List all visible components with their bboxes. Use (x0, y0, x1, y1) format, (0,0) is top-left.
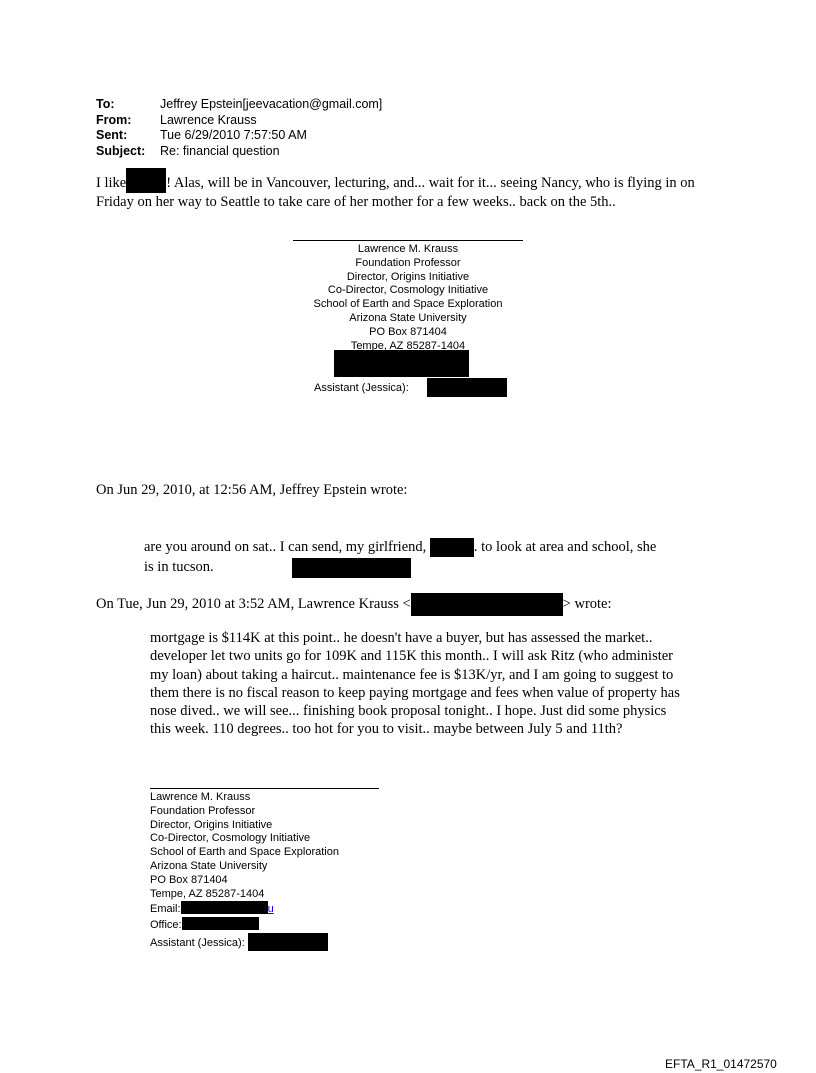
reply-paragraph (96, 174, 736, 212)
sent-value: Tue 6/29/2010 7:57:50 AM (160, 128, 307, 142)
subject-row (96, 144, 382, 160)
quote1-part1: are you around on sat.. I can send, my girlfriend, (144, 539, 427, 555)
sig1-title2: Director, Origins Initiative (346, 270, 470, 283)
sig1-name: Lawrence M. Krauss (357, 243, 459, 255)
sig2-office-label: Office: (150, 919, 182, 932)
signature-block-2 (150, 788, 379, 949)
to-row (96, 97, 382, 113)
redaction-box (126, 168, 166, 193)
sig2-office-line (150, 917, 470, 933)
quote2-wrote-suffix: > wrote: (562, 595, 612, 612)
sig2-email-label: Email: (150, 903, 181, 916)
email-header (96, 97, 382, 159)
sig2-title2: Director, Origins Initiative (150, 818, 273, 831)
sig2-email-line (150, 901, 470, 917)
sig2-university: Arizona State University (150, 859, 268, 872)
sig2-email-tail: u (267, 903, 274, 916)
sig1-pobox: PO Box 871404 (369, 325, 447, 338)
sig1-school: School of Earth and Space Exploration (313, 298, 503, 311)
sig2-school: School of Earth and Space Exploration (150, 846, 339, 859)
redaction-box (334, 350, 469, 377)
sig1-title3: Co-Director, Cosmology Initiative (327, 284, 489, 297)
sig2-pobox: PO Box 871404 (150, 873, 228, 886)
sig2-assistant-line (150, 933, 470, 951)
from-row (96, 113, 382, 129)
to-label: To: (96, 97, 115, 111)
from-value: Lawrence Krauss (160, 112, 257, 127)
sig2-title1: Foundation Professor (150, 804, 256, 817)
subject-value: Re: financial question (160, 143, 280, 158)
redaction-box (248, 933, 328, 951)
sig2-name: Lawrence M. Krauss (150, 791, 251, 803)
redaction-box (430, 538, 474, 557)
reply-text-part2: ! Alas, will be in Vancouver, lecturing, and... wait for it... seeing Nancy, who is flying in on Friday on her way to Seattle to take care of her mother for a few weeks.. back on the 5th.. (96, 175, 695, 211)
sig2-assistant: Assistant (Jessica): (150, 936, 245, 949)
reply-text-part1: I like (96, 175, 127, 191)
sig2-city: Tempe, AZ 85287-1404 (150, 887, 265, 900)
redaction-box (292, 558, 411, 578)
sig1-title1: Foundation Professor (355, 256, 461, 269)
to-value: Jeffrey Epstein[jeevacation@gmail.com] (160, 97, 383, 111)
sig1-city: Tempe, AZ 85287-1404 (350, 339, 466, 350)
redaction-box (181, 901, 268, 914)
sig1-university: Arizona State University (349, 311, 467, 324)
quote1-attribution: On Jun 29, 2010, at 12:56 AM, Jeffrey Epstein wrote: (96, 482, 408, 498)
redaction-box (411, 593, 563, 616)
quote2-body: mortgage is $114K at this point.. he doesn't have a buyer, but has assessed the market.. developer let two units go for 109K and 115K this month.. I will ask Ritz (who administer my loan) about taking a haircut.. maintenance fee is $13K/yr, and I am going to suggest to them there is no fiscal reason to keep paying mortgage and fees when value of property has nose dived.. we will see... finishing book proposal tonight.. I hope. Just did some physics this week. 110 degrees.. too hot for you to visit.. maybe between July 5 and 11th? (150, 630, 680, 738)
sig1-assistant: Assistant (Jessica): (314, 382, 409, 394)
quote1-part2: . to look at area and school, she is in tucson. (144, 539, 657, 576)
sig2-title3: Co-Director, Cosmology Initiative (150, 832, 311, 845)
document-id: EFTA_R1_01472570 (665, 1057, 777, 1071)
redaction-box (182, 917, 259, 930)
sent-label: Sent: (96, 128, 128, 142)
redaction-box (427, 378, 507, 397)
quote2-attribution (96, 593, 612, 616)
sent-row (96, 128, 382, 144)
from-label: From: (96, 112, 132, 127)
subject-label: Subject: (96, 143, 146, 158)
signature-block-1 (293, 240, 523, 394)
quote2-wrote-prefix: On Tue, Jun 29, 2010 at 3:52 AM, Lawrence Krauss < (96, 595, 411, 612)
